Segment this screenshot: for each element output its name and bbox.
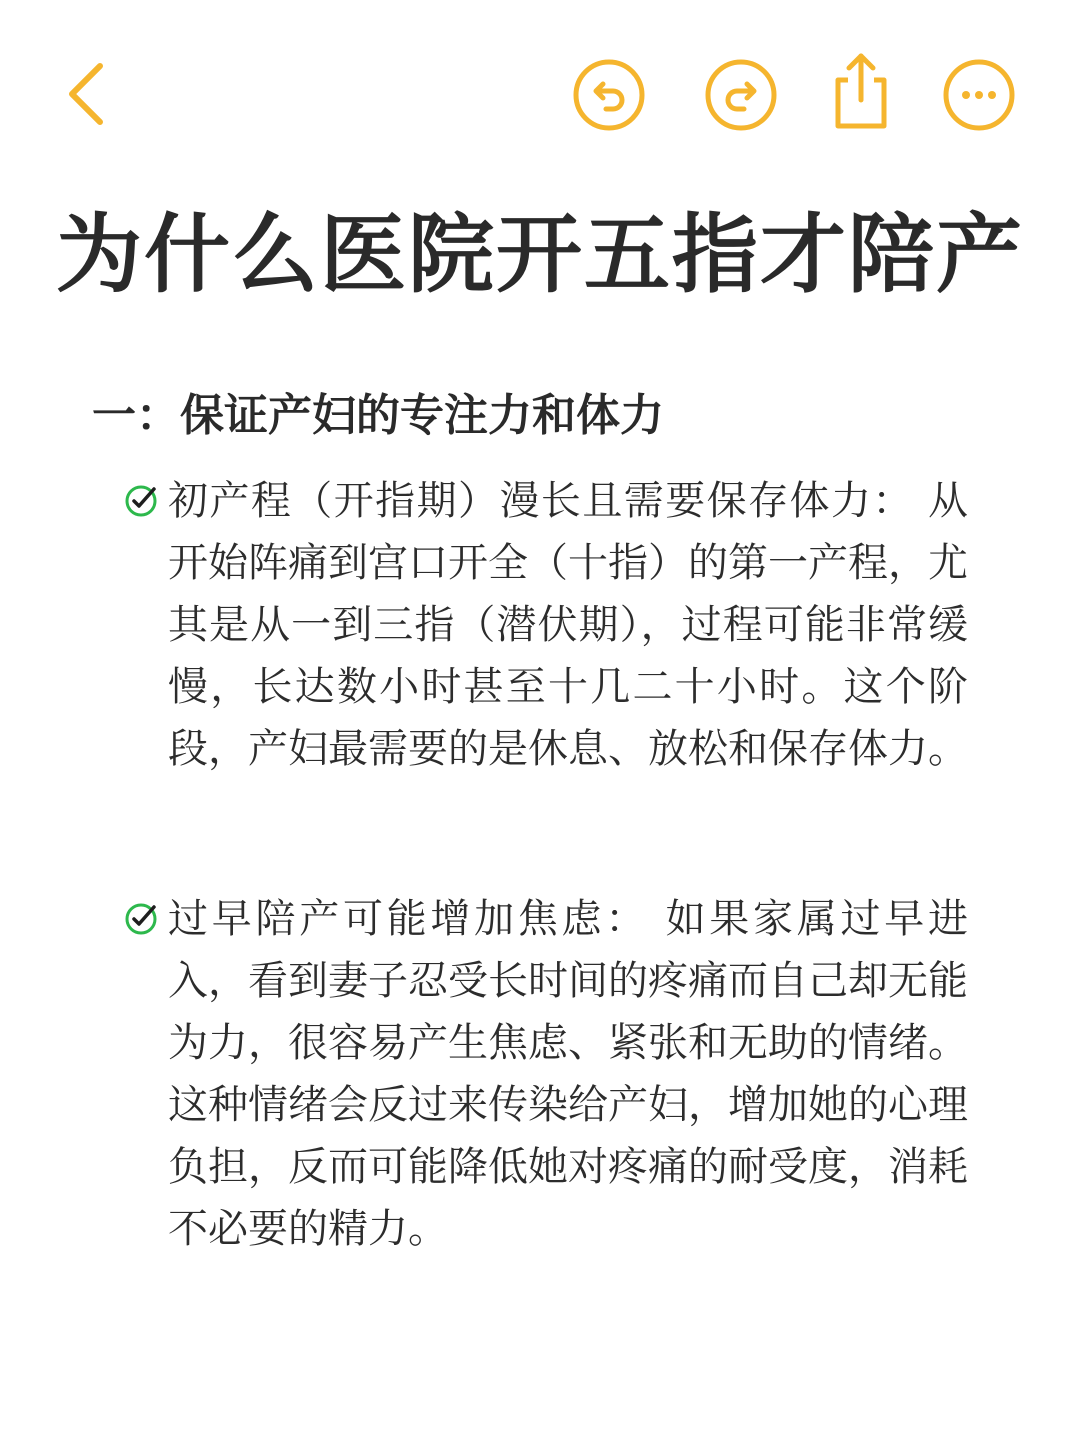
check-icon (124, 484, 158, 518)
back-button[interactable] (60, 58, 120, 130)
more-button[interactable] (942, 58, 1016, 132)
list-item (120, 470, 980, 780)
note-title: 为什么医院开五指才陪产 (56, 205, 1024, 305)
undo-button[interactable] (572, 58, 646, 132)
point-text: 过早陪产可能增加焦虑： 如果家属过早进入，看到妻子忍受长时间的疼痛而自己却无能为力，很容易产生焦虑、紧张和无助的情绪。这种情绪会反过来传染给产妇，增加她的心理负担，反而可能降低她对疼痛的耐受度，消耗不必要的精力。 (168, 896, 968, 1252)
top-toolbar (0, 0, 1080, 190)
redo-button[interactable] (704, 58, 778, 132)
chevron-left-icon (60, 58, 120, 130)
share-icon (826, 50, 896, 132)
list-item (120, 888, 980, 1260)
redo-icon (704, 58, 778, 132)
undo-icon (572, 58, 646, 132)
share-button[interactable] (826, 50, 896, 132)
more-icon (942, 58, 1016, 132)
section-heading: 一：保证产妇的专注力和体力 (92, 390, 664, 441)
point-text: 初产程（开指期）漫长且需要保存体力： 从开始阵痛到宫口开全（十指）的第一产程，尤其是从一到三指（潜伏期），过程可能非常缓慢，长达数小时甚至十几二十小时。这个阶段，产妇最需要的是休息、放松和保存体力。 (168, 478, 968, 772)
check-icon (124, 902, 158, 936)
